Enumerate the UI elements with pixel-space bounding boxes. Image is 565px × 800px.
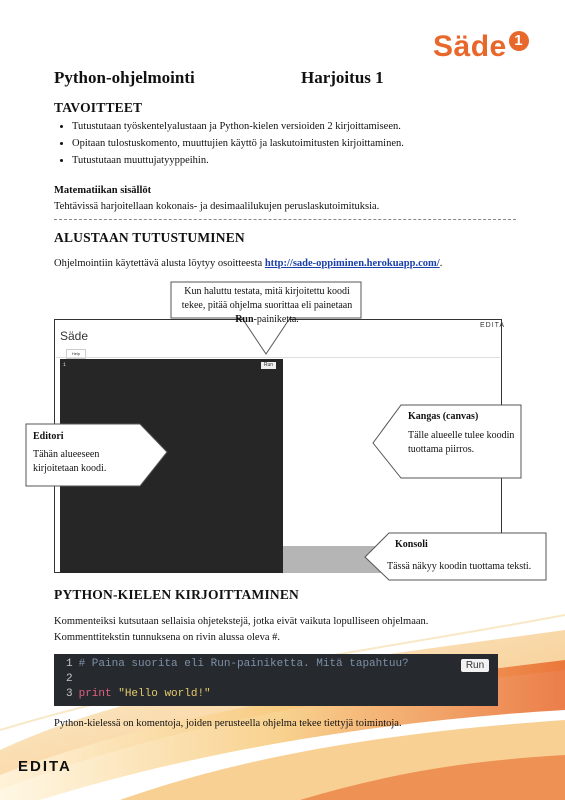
writing-para-1: Kommenteiksi kutsutaan sellaisia ohjetekstejä, jotka eivät vaikuta lopulliseen ohjelmaan. [54, 616, 429, 627]
console-callout-title: Konsoli [395, 539, 428, 550]
canvas-callout-text: Tälle alueelle tulee koodin tuottama piirros. [408, 430, 515, 455]
code-run-button[interactable]: Run [461, 659, 489, 672]
platform-text: Ohjelmointiin käytettävä alusta löytyy osoitteesta http://sade-oppiminen.herokuapp.com/. [54, 258, 443, 269]
page-title: Python-ohjelmointi [54, 68, 195, 87]
code-lines [66, 657, 409, 702]
canvas-callout [408, 410, 518, 457]
code-line-3: 3 print "Hello world!" [66, 688, 211, 700]
writing-heading: PYTHON-KIELEN KIRJOITTAMINEN [54, 587, 300, 602]
mock-run-button: Run [261, 362, 276, 369]
code-line-1: 1 # Paina suorita eli Run-painiketta. Mitä tapahtuu? [66, 658, 409, 670]
platform-link[interactable]: http://sade-oppiminen.herokuapp.com/ [264, 258, 440, 269]
console-callout [387, 538, 545, 574]
platform-heading: ALUSTAAN TUTUSTUMINEN [54, 230, 245, 245]
run-callout-text: Kun haluttu testata, mitä kirjoitettu koodi tekee, pitää ohjelma suorittaa eli painetaan Run-painiketta. [181, 286, 353, 325]
editor-callout [33, 430, 138, 476]
goal-item: • Opitaan tulostuskomento, muuttujien käyttö ja laskutoimitusten kirjoittaminen. [72, 135, 542, 152]
writing-para-2: Kommenttitekstin tunnuksena on rivin alussa oleva #. [54, 632, 281, 643]
goals-heading: TAVOITTEET [54, 100, 143, 115]
editor-callout-title: Editori [33, 431, 64, 442]
mock-app-title: Säde [60, 329, 89, 343]
console-callout-text: Tässä näkyy koodin tuottama teksti. [387, 561, 532, 572]
canvas-callout-title: Kangas (canvas) [408, 411, 479, 422]
goal-item: • Tutustutaan työskentelyalustaan ja Python-kielen versioiden 2 kirjoittamiseen. [72, 118, 542, 135]
sade-logo: Säde 1 [433, 30, 529, 64]
math-heading: Matematiikan sisällöt [54, 185, 152, 196]
code-line-2: 2 [66, 673, 73, 685]
editor-callout-text: Tähän alueeseen kirjoitetaan koodi. [33, 449, 107, 474]
exercise-title: Harjoitus 1 [301, 68, 384, 87]
mock-help-tab: Help [66, 349, 86, 359]
edita-footer-logo: EDITA [18, 758, 72, 775]
mock-edita-logo: EDITA [480, 322, 506, 329]
writing-para-3: Python-kielessä on komentoja, joiden perusteella ohjelma tekee tiettyjä toimintoja. [54, 718, 402, 729]
math-text: Tehtävissä harjoitellaan kokonais- ja desimaalilukujen peruslaskutoimituksia. [54, 201, 380, 212]
mock-line-number: 1 [63, 362, 67, 368]
goal-item: • Tutustutaan muuttujatyyppeihin. [72, 152, 542, 169]
